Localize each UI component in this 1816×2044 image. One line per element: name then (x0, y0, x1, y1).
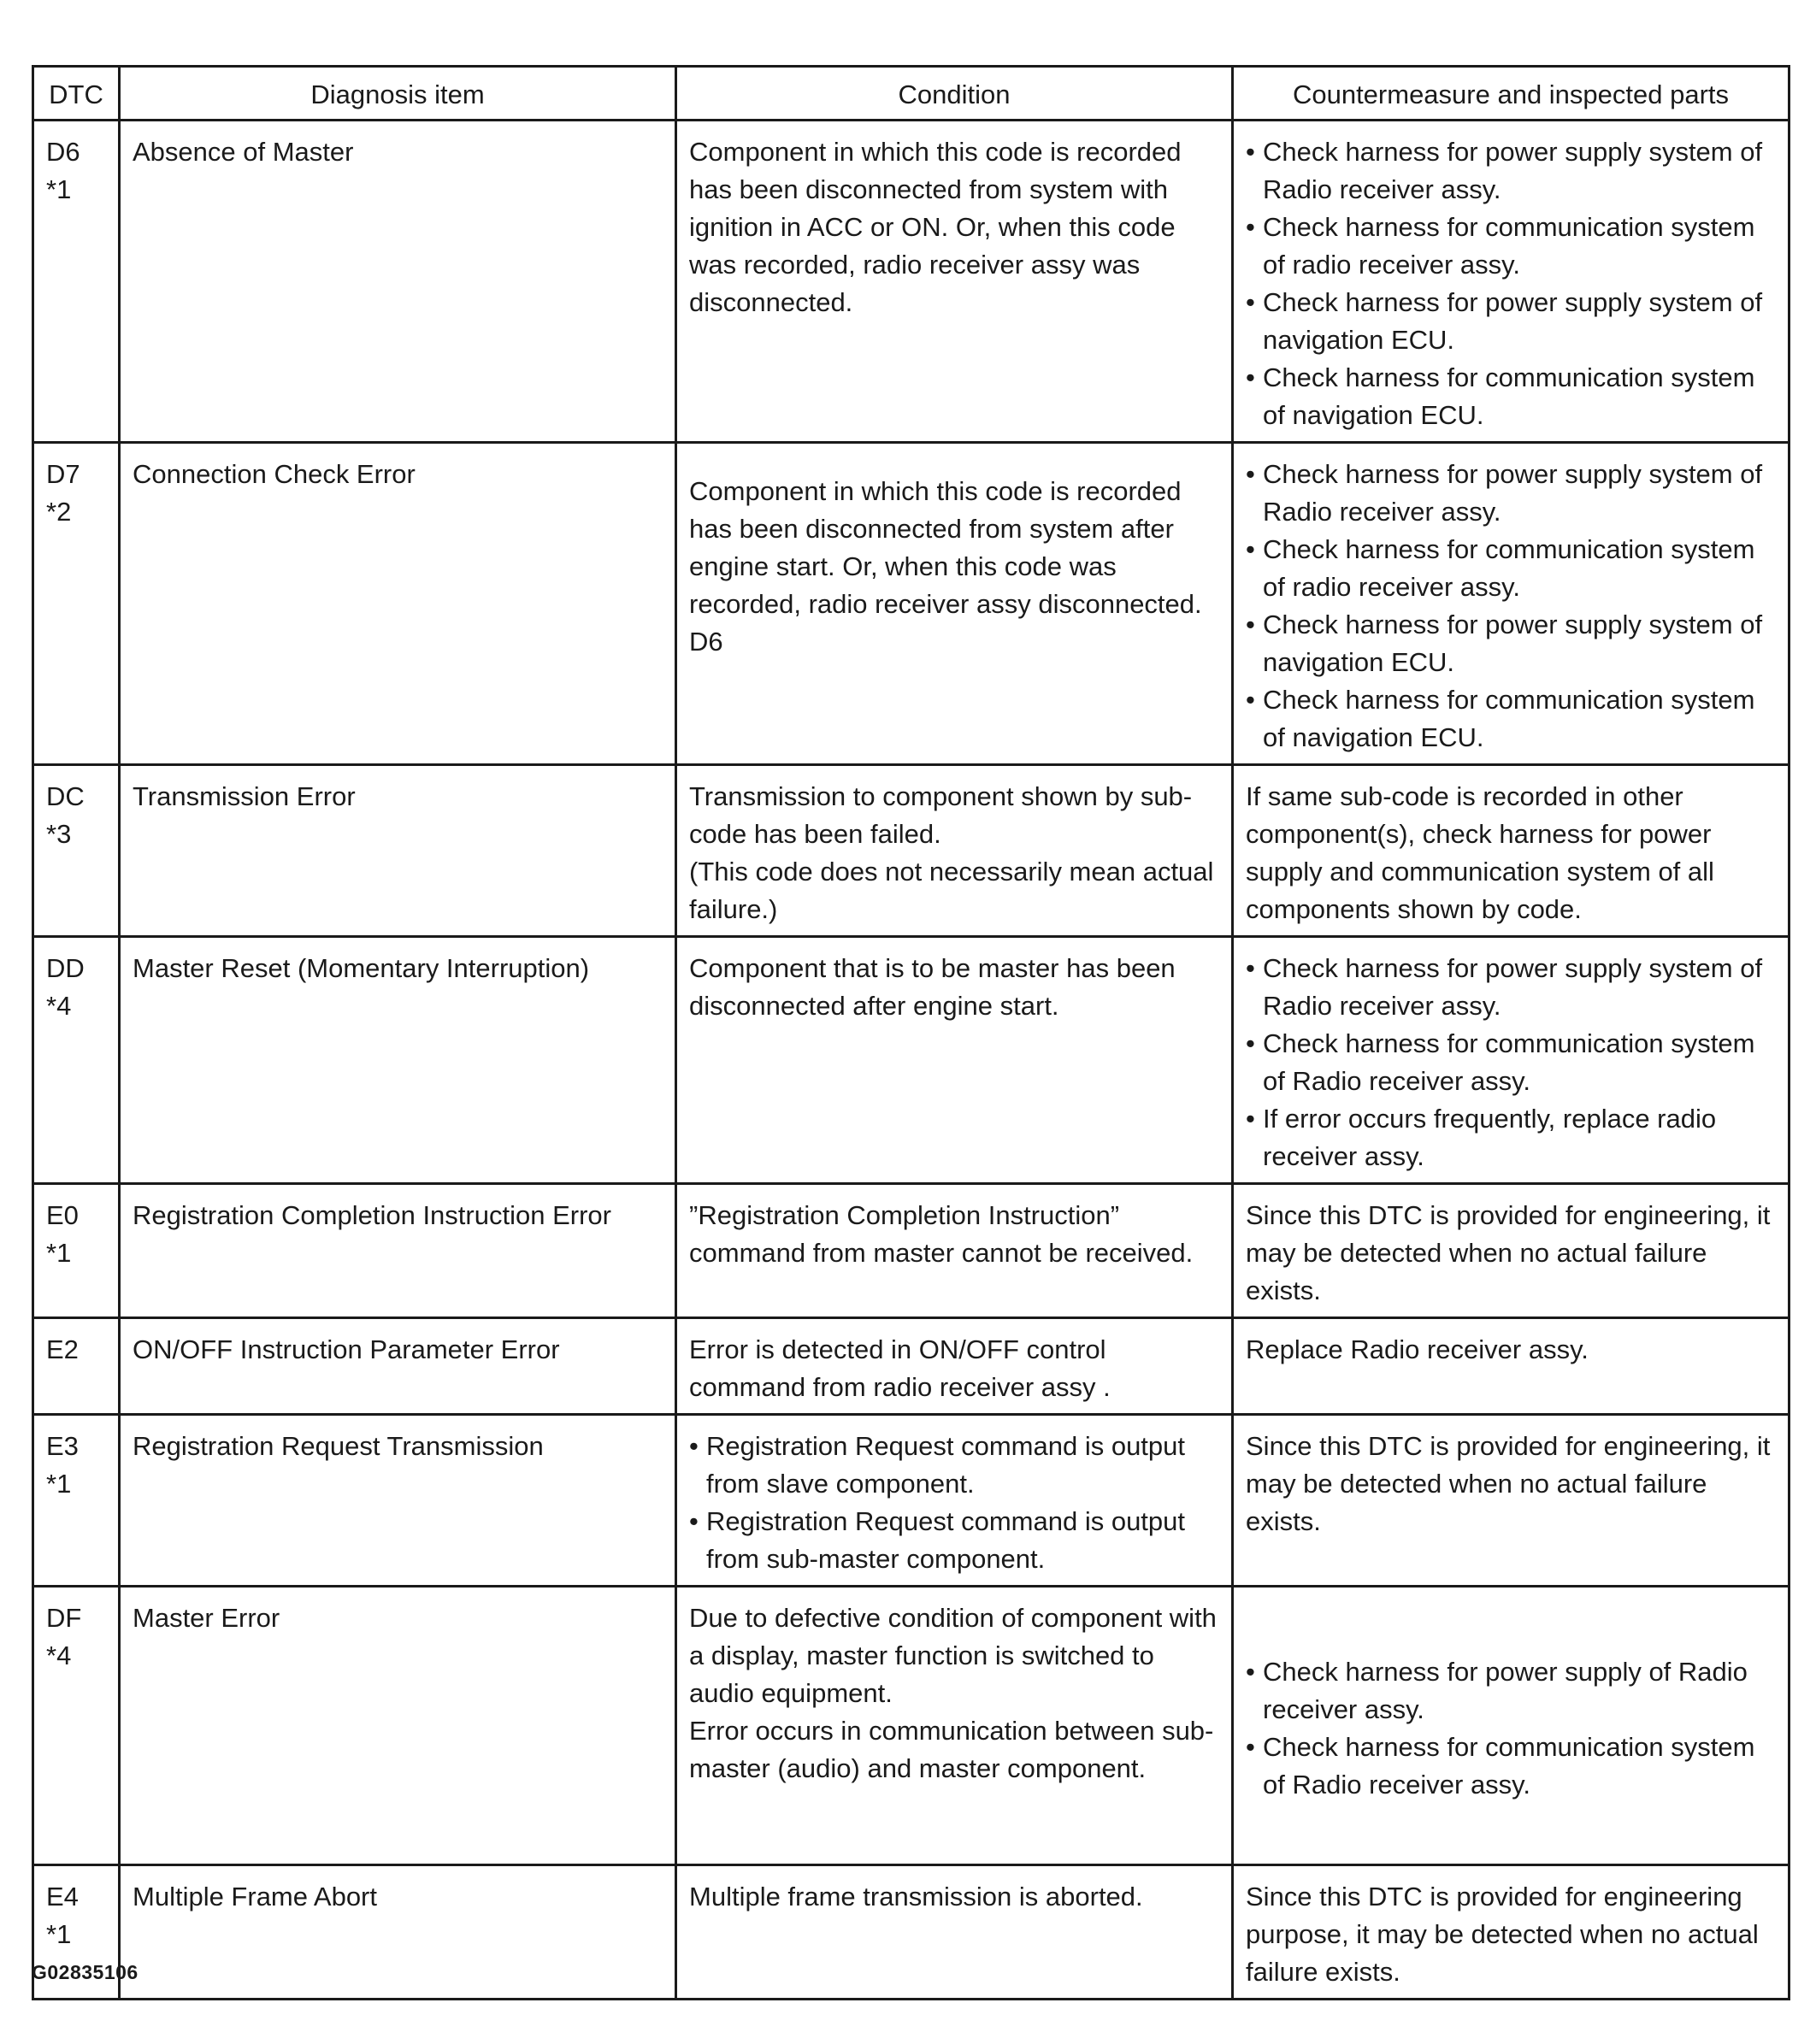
paragraph: Component in which this code is recorded has been disconnected from system after engine start. Or, when this code was recorded, radio receiver assy disconnected. (689, 476, 1202, 619)
diagnosis-item-cell: Master Error (120, 1587, 676, 1865)
dtc-cell (33, 1184, 120, 1318)
bullet-item: • Registration Request command is output from sub-master component. (689, 1503, 1219, 1578)
countermeasure-cell-list (1246, 133, 1776, 434)
dtc-note: *4 (46, 1641, 72, 1670)
dtc-code: E3 (46, 1431, 79, 1461)
bullet-item: • Check harness for power supply of Radio receiver assy. (1246, 1653, 1776, 1729)
header-dtc: DTC (33, 67, 120, 121)
countermeasure-cell (1233, 1415, 1789, 1587)
table-header-row (33, 67, 1789, 121)
condition-cell (676, 765, 1233, 937)
bullet-item: • Check harness for power supply system of Radio receiver assy. (1246, 133, 1776, 209)
countermeasure-cell-list (1246, 456, 1776, 757)
condition-cell (676, 1865, 1233, 2000)
diagnosis-item-cell: Absence of Master (120, 121, 676, 443)
table-row (33, 1184, 1789, 1318)
paragraph: Component that is to be master has been disconnected after engine start. (689, 953, 1176, 1021)
diagnosis-item-cell: Registration Completion Instruction Error (120, 1184, 676, 1318)
header-condition: Condition (676, 67, 1233, 121)
bullet-item: • Check harness for communication system of navigation ECU. (1246, 359, 1776, 434)
bullet-item: • Check harness for communication system of navigation ECU. (1246, 681, 1776, 757)
condition-cell (676, 1587, 1233, 1865)
dtc-cell (33, 765, 120, 937)
paragraph: Replace Radio receiver assy. (1246, 1334, 1589, 1364)
countermeasure-cell (1233, 1865, 1789, 2000)
dtc-cell (33, 1415, 120, 1587)
condition-cell (676, 121, 1233, 443)
dtc-cell (33, 937, 120, 1184)
header-countermeasure: Countermeasure and inspected parts (1233, 67, 1789, 121)
dtc-code: DF (46, 1603, 82, 1633)
countermeasure-cell (1233, 1318, 1789, 1415)
condition-cell (676, 1415, 1233, 1587)
dtc-cell (33, 121, 120, 443)
table-row (33, 1865, 1789, 2000)
dtc-code: E4 (46, 1882, 79, 1911)
countermeasure-cell (1233, 443, 1789, 765)
dtc-note: *1 (46, 174, 72, 204)
diagnosis-item-cell: Master Reset (Momentary Interruption) (120, 937, 676, 1184)
table-row (33, 937, 1789, 1184)
dtc-code: E2 (46, 1334, 79, 1364)
countermeasure-cell-list (1246, 950, 1776, 1175)
countermeasure-cell (1233, 765, 1789, 937)
table-row (33, 443, 1789, 765)
condition-cell (676, 937, 1233, 1184)
diagnosis-item-cell: Registration Request Transmission (120, 1415, 676, 1587)
table-row (33, 1415, 1789, 1587)
paragraph: (This code does not necessarily mean actual failure.) (689, 857, 1214, 924)
diagnosis-item-cell: ON/OFF Instruction Parameter Error (120, 1318, 676, 1415)
paragraph: D6 (689, 627, 723, 657)
dtc-cell (33, 1318, 120, 1415)
paragraph: Since this DTC is provided for engineering, it may be detected when no actual failure exists. (1246, 1431, 1771, 1536)
paragraph: Transmission to component shown by sub-code has been failed. (689, 781, 1193, 849)
diagnosis-item-cell: Multiple Frame Abort (120, 1865, 676, 2000)
paragraph: Component in which this code is recorded has been disconnected from system with ignition in ACC or ON. Or, when this code was recorded, radio receiver assy was disconnected. (689, 137, 1182, 317)
table-body (33, 121, 1789, 2000)
dtc-code: DD (46, 953, 85, 983)
bullet-item: • Check harness for communication system of Radio receiver assy. (1246, 1729, 1776, 1804)
bullet-item: • Check harness for communication system of radio receiver assy. (1246, 531, 1776, 606)
paragraph: Error occurs in communication between sub-master (audio) and master component. (689, 1716, 1214, 1783)
bullet-item: • If error occurs frequently, replace radio receiver assy. (1246, 1100, 1776, 1175)
dtc-note: *1 (46, 1469, 72, 1499)
dtc-code: DC (46, 781, 85, 811)
countermeasure-cell (1233, 937, 1789, 1184)
table-row (33, 1587, 1789, 1865)
dtc-note: *1 (46, 1919, 72, 1949)
countermeasure-cell (1233, 1184, 1789, 1318)
table-row (33, 1318, 1789, 1415)
dtc-note: *1 (46, 1238, 72, 1268)
bullet-item: • Check harness for communication system of radio receiver assy. (1246, 209, 1776, 284)
dtc-note: *4 (46, 991, 72, 1021)
condition-cell (676, 443, 1233, 765)
dtc-note: *3 (46, 819, 72, 849)
figure-code: G02835106 (32, 1961, 139, 1983)
table-row (33, 121, 1789, 443)
paragraph: Due to defective condition of component with a display, master function is switched to audio equipment. (689, 1603, 1217, 1708)
diagnosis-item-cell: Transmission Error (120, 765, 676, 937)
bullet-item: • Check harness for power supply system of Radio receiver assy. (1246, 950, 1776, 1025)
bullet-item: • Check harness for power supply system of Radio receiver assy. (1246, 456, 1776, 531)
dtc-cell (33, 1587, 120, 1865)
paragraph: Multiple frame transmission is aborted. (689, 1882, 1143, 1911)
dtc-code: E0 (46, 1200, 79, 1230)
bullet-item: • Check harness for power supply system of navigation ECU. (1246, 606, 1776, 681)
bullet-item: • Check harness for communication system of Radio receiver assy. (1246, 1025, 1776, 1100)
paragraph: Error is detected in ON/OFF control command from radio receiver assy . (689, 1334, 1111, 1402)
dtc-note: *2 (46, 497, 72, 527)
header-diagnosis-item: Diagnosis item (120, 67, 676, 121)
dtc-table (32, 65, 1790, 2000)
countermeasure-cell (1233, 1587, 1789, 1865)
dtc-code: D7 (46, 459, 80, 489)
condition-cell (676, 1318, 1233, 1415)
condition-cell (676, 1184, 1233, 1318)
bullet-item: • Check harness for power supply system of navigation ECU. (1246, 284, 1776, 359)
paragraph: Since this DTC is provided for engineering purpose, it may be detected when no actual failure exists. (1246, 1882, 1759, 1987)
countermeasure-cell-list (1246, 1653, 1776, 1804)
dtc-code: D6 (46, 137, 80, 167)
table-row (33, 765, 1789, 937)
paragraph: ”Registration Completion Instruction” command from master cannot be received. (689, 1200, 1194, 1268)
diagnosis-item-cell: Connection Check Error (120, 443, 676, 765)
paragraph: Since this DTC is provided for engineering, it may be detected when no actual failure exists. (1246, 1200, 1771, 1305)
condition-cell-list (689, 1428, 1219, 1578)
paragraph: If same sub-code is recorded in other component(s), check harness for power supply and communication system of all components shown by code. (1246, 781, 1714, 924)
countermeasure-cell (1233, 121, 1789, 443)
bullet-item: • Registration Request command is output from slave component. (689, 1428, 1219, 1503)
dtc-cell (33, 443, 120, 765)
